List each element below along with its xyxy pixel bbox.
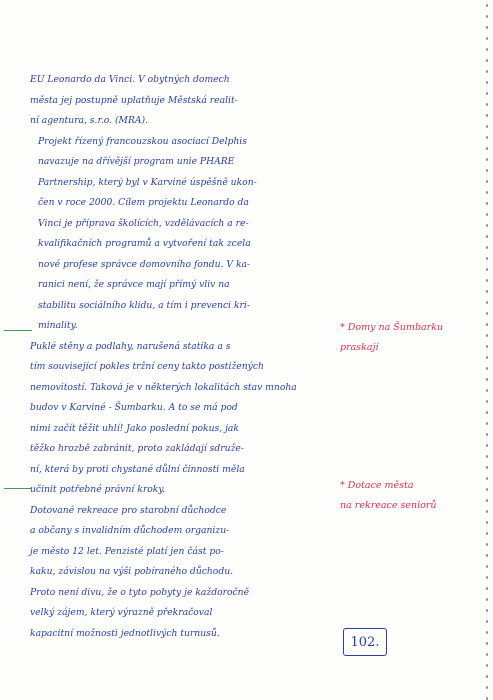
section-marker-dash xyxy=(4,330,32,331)
margin-note-2: * Dotace města na rekreace seniorů xyxy=(340,480,437,511)
section-marker-dash xyxy=(4,488,32,489)
paragraph-2: Projekt řízený francouzskou asociací Delphis navazuje na dřívější program unie PHARE Partnership, který byl v Karviné úspěšně ukon- čen v roce 2000. Cílem projektu Leonardo da Vinci je příprava školících, vzdělávacích a re- kvalifikačních programů a vytvoření tak zcela nové profese správce domovního fondu. V ka- ranici není, že správce mají přímý vliv na stabilitu sociálního klidu, a tím i prevenci kri- minality. xyxy=(38,135,257,331)
paragraph-4: Dotované rekreace pro starobní důchodce a občany s invalidním důchodem organizu- je město 12 let. Penzisté platí jen část po- kaku, závislou na výši pobíraného důchodu. Proto není divu, že o tyto pobyty je každoročně velký zájem, který výrazně překračoval kapacitní možnosti jednotlivých turnusů. xyxy=(30,504,250,639)
page-number: 102. xyxy=(343,628,387,656)
handwritten-body xyxy=(30,70,360,644)
margin-note-1: * Domy na Šumbarku praskají xyxy=(340,322,444,353)
paragraph-3: Puklé stěny a podlahy, narušená statika a s tím související pokles tržní ceny takto postižených nemovitostí. Taková je v některých lokalitách stav mnoha budov v Karviné - Šumbarku. A to se má pod nimi začít těžit uhlí! Jako poslední pokus, jak těžko hrozbě zabránit, proto zakládají sdruže- ní, která by proti chystané důlní činnosti měla učinit potřebné právní kroky. xyxy=(30,340,297,495)
perforation-edge xyxy=(484,0,490,700)
paragraph-1: EU Leonardo da Vinci. V obytných domech města jej postupně uplatňuje Městská realit- ní agentura, s.r.o. (MRA). xyxy=(30,74,238,126)
